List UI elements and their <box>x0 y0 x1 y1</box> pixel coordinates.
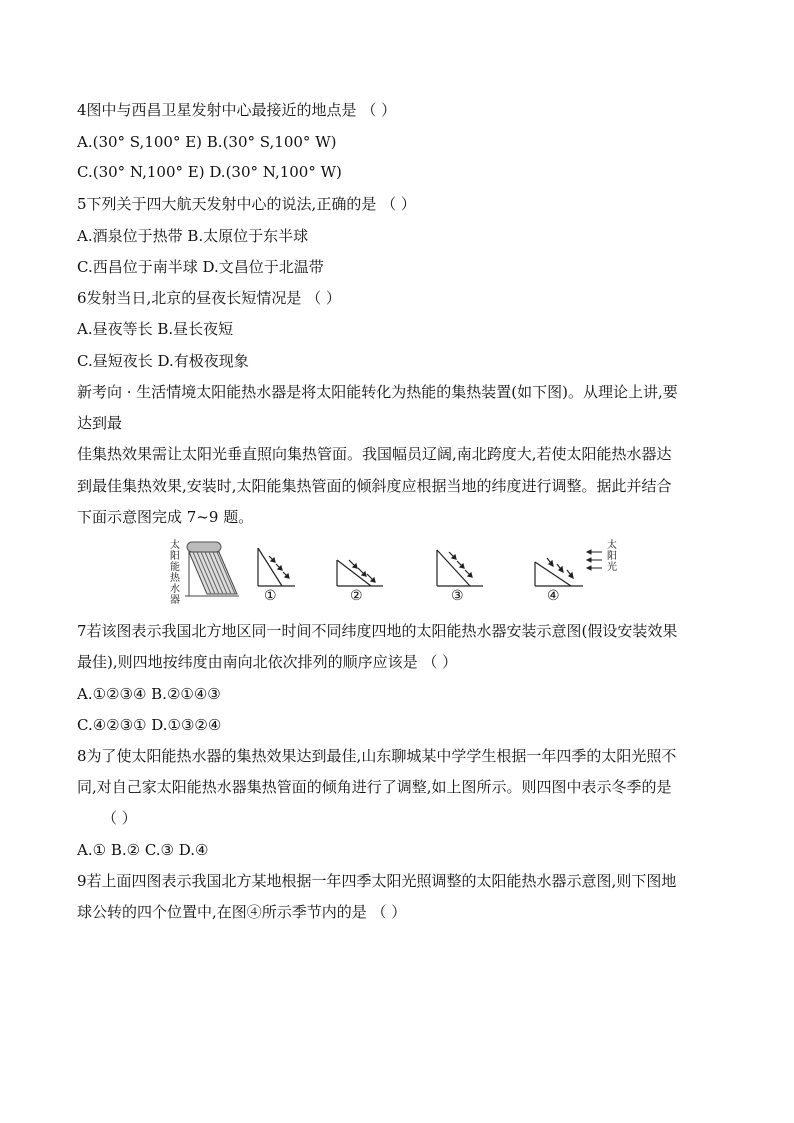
solar-heater-illustration <box>185 542 239 596</box>
q6-options-cd: C.昼短夜长 D.有极夜现象 <box>77 352 249 370</box>
q4-stem: 4图中与西昌卫星发射中心最接近的地点是 （ ） <box>77 101 397 119</box>
panel-3-diagram <box>437 550 483 586</box>
panel-2-number: ② <box>350 588 363 604</box>
q9-stem-line-1: 9若上面四图表示我国北方某地根据一年四季太阳光照调整的太阳能热水器示意图,则下图地 <box>77 872 677 890</box>
q7-options-cd: C.④②③① D.①③②④ <box>77 716 222 734</box>
panel-2-diagram <box>337 560 383 586</box>
context-line-5: 下面示意图完成 7~9 题。 <box>77 508 254 526</box>
q8-options: A.① B.② C.③ D.④ <box>77 841 209 859</box>
solar-heater-figure <box>165 538 625 608</box>
panel-1-diagram <box>258 548 295 586</box>
q4-options-ab: A.(30° S,100° E) B.(30° S,100° W) <box>77 133 337 151</box>
q8-stem-line-1: 8为了使太阳能热水器的集热效果达到最佳,山东聊城某中学学生根据一年四季的太阳光照不 <box>77 747 677 765</box>
q9-stem-line-2: 球公转的四个位置中,在图④所示季节内的是 （ ） <box>77 903 407 921</box>
q7-stem-line-2: 最佳),则四地按纬度由南向北依次排列的顺序应该是 （ ） <box>77 653 458 671</box>
sunlight-legend-arrows <box>587 550 602 570</box>
context-line-4: 到最佳集热效果,安装时,太阳能集热管面的倾斜度应根据当地的纬度进行调整。据此并结合 <box>77 477 672 495</box>
panel-4-diagram <box>535 558 583 586</box>
q5-options-ab: A.酒泉位于热带 B.太原位于东半球 <box>77 227 309 245</box>
panel-4-number: ④ <box>547 588 560 604</box>
context-line-1: 新考向 · 生活情境太阳能热水器是将太阳能转化为热能的集热装置(如下图)。从理论上讲,要 <box>77 383 678 401</box>
context-line-3: 佳集热效果需让太阳光垂直照向集热管面。我国幅员辽阔,南北跨度大,若使太阳能热水器达 <box>77 445 672 463</box>
q8-answer-bracket: （ ） <box>102 809 137 827</box>
panel-3-number: ③ <box>451 588 464 604</box>
heater-label: 太 阳 能 热 水 器 <box>170 540 180 606</box>
q6-stem: 6发射当日,北京的昼夜长短情况是 （ ） <box>77 289 341 307</box>
q5-options-cd: C.西昌位于南半球 D.文昌位于北温带 <box>77 258 324 276</box>
context-line-2: 达到最 <box>77 414 123 432</box>
q8-stem-line-2: 同,对自己家太阳能热水器集热管面的倾角进行了调整,如上图所示。则四图中表示冬季的是 <box>77 778 672 796</box>
q7-options-ab: A.①②③④ B.②①④③ <box>77 685 221 703</box>
sunlight-label: 太 阳 光 <box>607 540 617 573</box>
panel-1-number: ① <box>264 588 277 604</box>
q7-stem-line-1: 7若该图表示我国北方地区同一时间不同纬度四地的太阳能热水器安装示意图(假设安装效果 <box>77 622 678 640</box>
q5-stem: 5下列关于四大航天发射中心的说法,正确的是 （ ） <box>77 195 416 213</box>
q6-options-ab: A.昼夜等长 B.昼长夜短 <box>77 320 234 338</box>
q4-options-cd: C.(30° N,100° E) D.(30° N,100° W) <box>77 163 342 181</box>
